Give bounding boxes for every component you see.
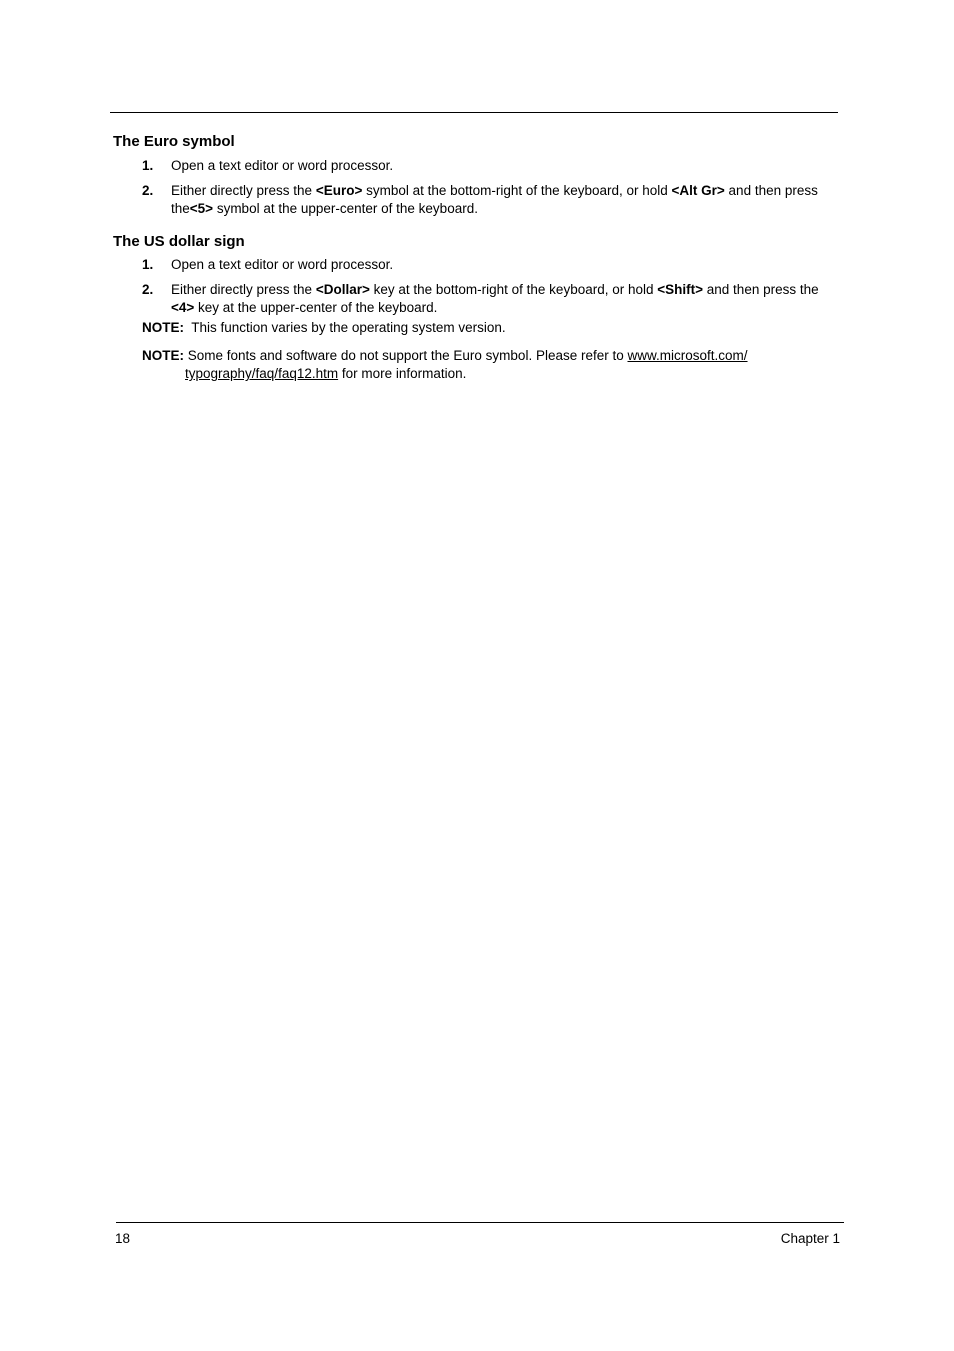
alt-gr-key-label: <Alt Gr> bbox=[671, 183, 725, 198]
dollar-step-2 bbox=[113, 281, 843, 317]
note-label: NOTE: bbox=[142, 348, 184, 363]
step-text: Either directly press the bbox=[171, 282, 316, 297]
dollar-section-heading: The US dollar sign bbox=[113, 233, 245, 250]
dollar-steps-list bbox=[113, 256, 843, 317]
shift-key-label: <Shift> bbox=[657, 282, 704, 297]
euro-steps-list bbox=[113, 157, 843, 218]
header-rule bbox=[110, 112, 838, 113]
euro-step-1 bbox=[113, 157, 843, 175]
step-text: key at the bottom-right of the keyboard, or hold bbox=[369, 282, 658, 297]
microsoft-typography-link[interactable]: www.microsoft.com/ typography/faq/faq12.htm bbox=[185, 348, 748, 381]
page-number: 18 bbox=[115, 1231, 131, 1246]
step-text: Open a text editor or word processor. bbox=[171, 257, 394, 272]
step-number: 2. bbox=[142, 183, 154, 198]
step-text: and then press the bbox=[171, 183, 818, 216]
chapter-label: Chapter 1 bbox=[780, 1231, 840, 1246]
note-label: NOTE: bbox=[142, 320, 184, 335]
step-text: Open a text editor or word processor. bbox=[171, 158, 394, 173]
euro-key-label: <Euro> bbox=[315, 183, 363, 198]
four-key-label: <4> bbox=[171, 300, 195, 315]
euro-section-heading: The Euro symbol bbox=[113, 133, 235, 150]
dollar-step-1 bbox=[113, 256, 843, 274]
note-euro-support bbox=[142, 347, 843, 383]
dollar-key-label: <Dollar> bbox=[315, 282, 370, 297]
note-text: Some fonts and software do not support the Euro symbol. Please refer to bbox=[184, 348, 628, 363]
step-number: 1. bbox=[142, 257, 154, 272]
note-text: for more information. bbox=[338, 366, 467, 381]
step-text: symbol at the upper-center of the keyboard. bbox=[213, 201, 478, 216]
euro-step-2 bbox=[113, 182, 843, 218]
step-number: 1. bbox=[142, 158, 154, 173]
step-text: Either directly press the bbox=[171, 183, 316, 198]
five-key-label: <5> bbox=[189, 201, 214, 216]
step-text: and then press the bbox=[703, 282, 819, 297]
step-text: symbol at the bottom-right of the keyboard, or hold bbox=[362, 183, 672, 198]
document-body bbox=[113, 133, 843, 383]
step-number: 2. bbox=[142, 282, 154, 297]
footer-rule bbox=[116, 1222, 844, 1223]
note-text: This function varies by the operating system version. bbox=[184, 320, 506, 335]
note-os-version bbox=[142, 319, 843, 337]
step-text: key at the upper-center of the keyboard. bbox=[194, 300, 438, 315]
